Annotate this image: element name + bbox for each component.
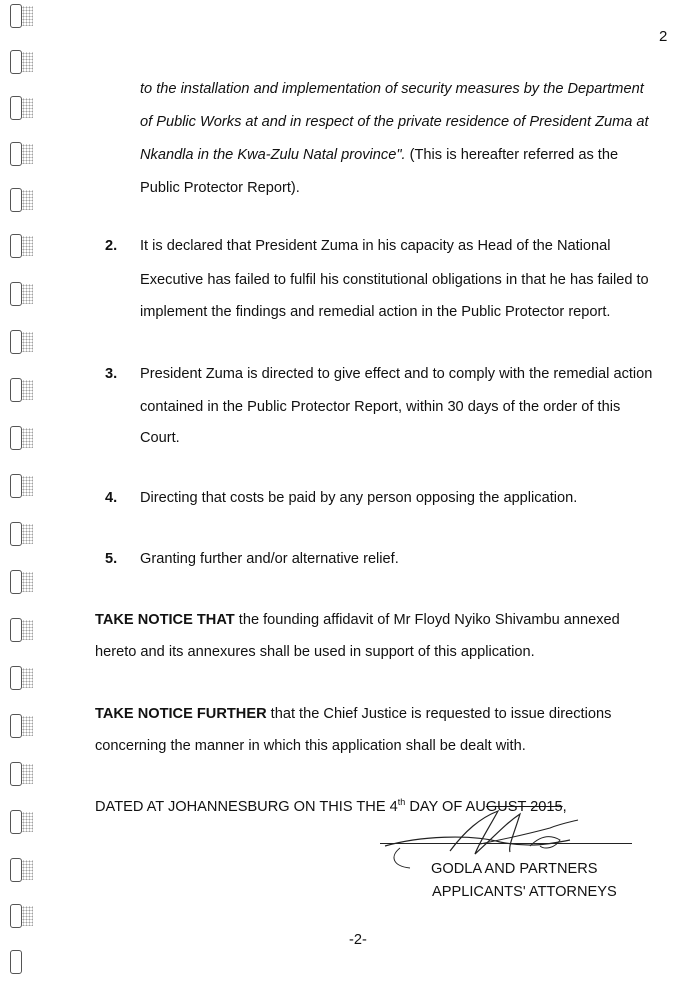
item-number: 2. [105,238,118,254]
item-line: Granting further and/or alternative relief. [140,551,399,567]
dated-sup: th [397,797,406,807]
binder-hole-icon [10,950,36,974]
para1-line1: to the installation and implementation of security measures by the Department [140,81,644,97]
signature-line [380,843,632,844]
binder-hole-icon [10,96,36,120]
binder-hole-icon [10,762,36,786]
binder-hole-icon [10,142,36,166]
dated-suffix: , [562,799,567,815]
notice1-bold: TAKE NOTICE THAT [95,612,235,628]
binder-hole-icon [10,282,36,306]
notice2-bold: TAKE NOTICE FURTHER [95,706,267,722]
binder-hole-icon [10,522,36,546]
item-line: contained in the Public Protector Report, within 30 days of the order of this [140,399,621,415]
binder-hole-icon [10,666,36,690]
notice1-line1 [95,612,620,628]
firm-role: APPLICANTS' ATTORNEYS [432,884,617,900]
firm-name: GODLA AND PARTNERS [431,861,598,877]
dated-struck: GUST 2015 [485,799,563,815]
item-number: 3. [105,366,118,382]
notice2-line1 [95,706,611,722]
binder-hole-icon [10,50,36,74]
binder-hole-icon [10,810,36,834]
item-number: 4. [105,490,118,506]
binder-hole-icon [10,474,36,498]
dated-mid: DAY OF AU [405,799,486,815]
binder-hole-icon [10,234,36,258]
binder-hole-icon [10,714,36,738]
binder-hole-icon [10,858,36,882]
para1-line4: Public Protector Report). [140,180,300,196]
para1-line2: of Public Works at and in respect of the private residence of President Zuma at [140,114,649,130]
item-line: President Zuma is directed to give effect and to comply with the remedial action [140,366,653,382]
para1-line3-italic: Nkandla in the Kwa-Zulu Natal province". [140,147,406,163]
item-number: 5. [105,551,118,567]
item-line: Directing that costs be paid by any person opposing the application. [140,490,578,506]
notice1-line2: hereto and its annexures shall be used in support of this application. [95,644,535,660]
binder-hole-icon [10,618,36,642]
binder-hole-icon [10,904,36,928]
item-line: Executive has failed to fulfil his constitutional obligations in that he has failed to [140,272,649,288]
dated-prefix: DATED AT JOHANNESBURG ON THIS THE 4 [95,799,398,815]
para1-line3-rest: (This is hereafter referred as the [405,147,619,163]
para1-line3 [140,147,618,163]
binder-hole-icon [10,378,36,402]
item-line: It is declared that President Zuma in his capacity as Head of the National [140,238,611,254]
item-line: Court. [140,430,180,446]
notice1-rest: the founding affidavit of Mr Floyd Nyiko Shivambu annexed [234,612,620,628]
binder-hole-icon [10,426,36,450]
page-number: 2 [659,28,668,45]
binder-hole-icon [10,330,36,354]
notice2-rest: that the Chief Justice is requested to issue directions [266,706,612,722]
binder-hole-icon [10,4,36,28]
item-line: implement the findings and remedial action in the Public Protector report. [140,304,611,320]
footer-page-number: -2- [349,932,367,948]
notice2-line2: concerning the manner in which this application shall be dealt with. [95,738,526,754]
binder-hole-icon [10,570,36,594]
binder-hole-icon [10,188,36,212]
